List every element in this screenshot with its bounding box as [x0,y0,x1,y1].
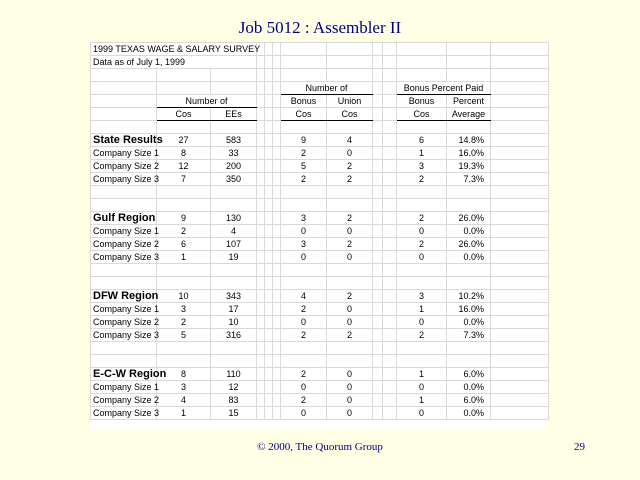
ees-value: 10 [211,316,257,329]
spacer-cell [383,147,397,160]
ees-value: 583 [211,134,257,147]
spacer-cell [491,251,549,264]
percent-average-value: 7.3% [447,173,491,186]
spacer-cell [265,329,273,342]
bonus-percent-paid-header: Bonus Percent Paid [397,82,491,95]
survey-name-row [91,43,549,56]
spacer-row [91,199,549,212]
spacer-cell [257,290,265,303]
company-size-label: Company Size 2 [91,394,157,407]
company-size-label: Company Size 1 [91,147,157,160]
bonus-cos-value: 2 [281,303,327,316]
spacer-cell [383,225,397,238]
union-cos-value: 0 [327,368,373,381]
bonus-header: Bonus [281,95,327,108]
company-size-label: Company Size 2 [91,316,157,329]
company-size-row [91,238,549,251]
spacer-cell [273,381,281,394]
spacer-cell [257,251,265,264]
spacer-cell [491,160,549,173]
percent-average-value: 10.2% [447,290,491,303]
spacer-cell [257,173,265,186]
spacer-cell [265,225,273,238]
cos-value: 1 [157,407,211,420]
spacer-cell [257,225,265,238]
spacer-cell [265,368,273,381]
bonus-paid-cos-value: 1 [397,303,447,316]
company-size-label: Company Size 2 [91,160,157,173]
region-total-row [91,212,549,225]
spacer-cell [373,160,383,173]
number-of-header: Number of [157,95,257,108]
cos-value: 9 [157,212,211,225]
company-size-label: Company Size 1 [91,381,157,394]
union-cos-value: 0 [327,303,373,316]
spacer-cell [491,290,549,303]
company-size-label: Company Size 3 [91,329,157,342]
header-row-1 [91,82,549,95]
bonus-cos-value: 4 [281,290,327,303]
percent-header: Percent [447,95,491,108]
bonus-cos-value: 2 [281,173,327,186]
bonus-paid-cos-value: 2 [397,238,447,251]
spacer-cell [265,147,273,160]
region-name: E-C-W Region [91,368,157,381]
company-size-row [91,160,549,173]
bonus-cos-value: 9 [281,134,327,147]
company-size-row [91,394,549,407]
ees-value: 200 [211,160,257,173]
cos-value: 7 [157,173,211,186]
spacer-row [91,277,549,290]
percent-average-value: 0.0% [447,316,491,329]
bonus-cos-value: 0 [281,251,327,264]
union-cos-value: 0 [327,394,373,407]
cos-value: 10 [157,290,211,303]
spacer-cell [491,147,549,160]
spacer-cell [383,212,397,225]
spacer-cell [273,173,281,186]
company-size-label: Company Size 1 [91,303,157,316]
spacer-cell [491,316,549,329]
region-name: State Results [91,134,157,147]
spacer-cell [491,329,549,342]
average-header: Average [447,108,491,121]
spacer-cell [373,316,383,329]
spacer-cell [257,147,265,160]
company-size-row [91,173,549,186]
spacer-cell [383,238,397,251]
spacer-cell [265,212,273,225]
cos-value: 5 [157,329,211,342]
bonus-cos-value: 5 [281,160,327,173]
region-total-row [91,134,549,147]
spacer-row [91,342,549,355]
spacer-cell [257,160,265,173]
spacer-cell [265,407,273,420]
spacer-cell [257,394,265,407]
bonus-paid-cos-value: 0 [397,251,447,264]
spacer-cell [491,368,549,381]
union-header: Union [327,95,373,108]
spacer-cell [265,316,273,329]
percent-average-value: 6.0% [447,368,491,381]
percent-average-value: 26.0% [447,238,491,251]
bonus-paid-cos-value: 0 [397,225,447,238]
union-cos-value: 2 [327,160,373,173]
spacer-cell [373,394,383,407]
bonus-paid-cos-value: 2 [397,212,447,225]
bonus-paid-cos-value: 2 [397,329,447,342]
spacer-cell [273,316,281,329]
spacer-cell [383,303,397,316]
bonus-paid-cos-value: 1 [397,147,447,160]
union-cos-value: 0 [327,381,373,394]
spacer-cell [265,394,273,407]
percent-average-value: 0.0% [447,381,491,394]
ees-value: 4 [211,225,257,238]
spacer-cell [373,290,383,303]
spacer-cell [257,381,265,394]
spacer-cell [491,303,549,316]
cos-value: 8 [157,147,211,160]
bonus-paid-cos-value: 3 [397,160,447,173]
spacer-cell [491,407,549,420]
spacer-cell [491,225,549,238]
company-size-label: Company Size 1 [91,225,157,238]
percent-average-value: 26.0% [447,212,491,225]
percent-average-value: 7.3% [447,329,491,342]
cos-value: 3 [157,381,211,394]
spacer-cell [273,225,281,238]
percent-average-value: 0.0% [447,251,491,264]
spacer-cell [257,238,265,251]
bonus-paid-cos-value: 0 [397,407,447,420]
bonus-cos-value: 2 [281,394,327,407]
region-name: Gulf Region [91,212,157,225]
bonus-cos-value: 3 [281,238,327,251]
union-cos-value: 2 [327,290,373,303]
cos-header: Cos [157,108,211,121]
spacer-cell [491,394,549,407]
percent-average-value: 0.0% [447,407,491,420]
company-size-label: Company Size 3 [91,407,157,420]
bonus-cos-value: 0 [281,407,327,420]
spacer-cell [373,238,383,251]
bonus-cos-value: 0 [281,381,327,394]
spacer-cell [265,160,273,173]
company-size-row [91,316,549,329]
union-cos-value: 0 [327,407,373,420]
spacer-cell [491,381,549,394]
spacer-cell [273,407,281,420]
spacer-cell [273,212,281,225]
spacer-cell [373,212,383,225]
spacer-cell [491,212,549,225]
percent-average-value: 16.0% [447,147,491,160]
company-size-row [91,407,549,420]
spacer-cell [383,134,397,147]
spacer-cell [373,303,383,316]
bonus-pct-cos-header: Cos [397,108,447,121]
header-row-3 [91,108,549,121]
ees-value: 12 [211,381,257,394]
data-as-of: Data as of July 1, 1999 [91,56,257,69]
region-total-row [91,368,549,381]
spacer-cell [373,329,383,342]
spacer-cell [273,147,281,160]
spacer-cell [491,238,549,251]
spacer-cell [273,290,281,303]
spacer-cell [373,407,383,420]
ees-value: 19 [211,251,257,264]
survey-table [90,42,549,420]
cos-value: 6 [157,238,211,251]
bonus-paid-cos-value: 3 [397,290,447,303]
spacer-cell [383,316,397,329]
spacer-cell [491,134,549,147]
company-size-label: Company Size 3 [91,173,157,186]
union-cos-value: 2 [327,329,373,342]
bonus-paid-cos-value: 0 [397,381,447,394]
spacer-cell [373,381,383,394]
page-number: 29 [574,441,585,453]
spacer-cell [257,303,265,316]
spacer-cell [265,290,273,303]
bonus-cos-value: 2 [281,147,327,160]
spacer-cell [257,407,265,420]
spacer-cell [383,368,397,381]
ees-value: 343 [211,290,257,303]
ees-value: 107 [211,238,257,251]
cos-value: 2 [157,316,211,329]
data-as-of-row [91,56,549,69]
spacer-cell [373,173,383,186]
copyright-footer: © 2000, The Quorum Group [257,441,383,453]
spacer-cell [383,160,397,173]
spacer-cell [383,394,397,407]
company-size-row [91,225,549,238]
cos-value: 3 [157,303,211,316]
cos-value: 27 [157,134,211,147]
cos-value: 2 [157,225,211,238]
spacer-cell [373,225,383,238]
percent-average-value: 0.0% [447,225,491,238]
region-total-row [91,290,549,303]
number-of-2-header: Number of [281,82,373,95]
spacer-cell [383,407,397,420]
bonus-paid-cos-value: 0 [397,316,447,329]
spacer-cell [265,173,273,186]
spacer-cell [273,329,281,342]
spacer-cell [383,329,397,342]
spacer-cell [383,173,397,186]
spacer-cell [273,238,281,251]
salary-survey-sheet [90,42,548,430]
spacer-cell [383,381,397,394]
bonus-cos-header: Cos [281,108,327,121]
bonus-cos-value: 0 [281,316,327,329]
spacer-cell [265,238,273,251]
spacer-cell [491,173,549,186]
bonus-paid-cos-value: 2 [397,173,447,186]
spacer-cell [265,303,273,316]
spacer-cell [373,251,383,264]
spacer-cell [273,251,281,264]
company-size-row [91,147,549,160]
company-size-row [91,303,549,316]
spacer-cell [373,368,383,381]
spacer-cell [273,368,281,381]
company-size-row [91,381,549,394]
slide-title: Job 5012 : Assembler II [238,18,402,37]
cos-value: 8 [157,368,211,381]
cos-value: 4 [157,394,211,407]
company-size-row [91,329,549,342]
union-cos-header: Cos [327,108,373,121]
spacer-cell [383,251,397,264]
region-name: DFW Region [91,290,157,303]
bonus-cos-value: 2 [281,329,327,342]
bonus-cos-value: 3 [281,212,327,225]
survey-name: 1999 TEXAS WAGE & SALARY SURVEY [91,43,257,56]
header-row-2 [91,95,549,108]
union-cos-value: 0 [327,316,373,329]
union-cos-value: 4 [327,134,373,147]
bonus-cos-top-header: Bonus [397,95,447,108]
union-cos-value: 2 [327,238,373,251]
company-size-row [91,251,549,264]
spacer-row [91,121,549,134]
blank-row [91,69,549,82]
bonus-paid-cos-value: 1 [397,368,447,381]
union-cos-value: 0 [327,147,373,160]
spacer-cell [273,160,281,173]
cos-value: 12 [157,160,211,173]
percent-average-value: 16.0% [447,303,491,316]
spacer-cell [265,251,273,264]
ees-value: 350 [211,173,257,186]
spacer-cell [373,134,383,147]
union-cos-value: 0 [327,225,373,238]
ees-value: 110 [211,368,257,381]
ees-value: 83 [211,394,257,407]
spacer-cell [257,134,265,147]
company-size-label: Company Size 2 [91,238,157,251]
spacer-cell [273,303,281,316]
spacer-cell [273,134,281,147]
company-size-label: Company Size 3 [91,251,157,264]
ees-header: EEs [211,108,257,121]
union-cos-value: 2 [327,173,373,186]
spacer-cell [265,134,273,147]
survey-table-body [91,43,549,420]
spacer-cell [257,368,265,381]
spacer-cell [265,381,273,394]
bonus-paid-cos-value: 1 [397,394,447,407]
cos-value: 1 [157,251,211,264]
spacer-cell [257,316,265,329]
spacer-row [91,186,549,199]
spacer-cell [273,394,281,407]
percent-average-value: 6.0% [447,394,491,407]
spacer-cell [257,329,265,342]
union-cos-value: 0 [327,251,373,264]
ees-value: 130 [211,212,257,225]
spacer-row [91,355,549,368]
union-cos-value: 2 [327,212,373,225]
spacer-cell [383,290,397,303]
bonus-cos-value: 0 [281,225,327,238]
percent-average-value: 19.3% [447,160,491,173]
bonus-paid-cos-value: 6 [397,134,447,147]
percent-average-value: 14.8% [447,134,491,147]
ees-value: 33 [211,147,257,160]
spacer-cell [257,212,265,225]
spacer-row [91,264,549,277]
ees-value: 15 [211,407,257,420]
bonus-cos-value: 2 [281,368,327,381]
ees-value: 316 [211,329,257,342]
ees-value: 17 [211,303,257,316]
spacer-cell [373,147,383,160]
